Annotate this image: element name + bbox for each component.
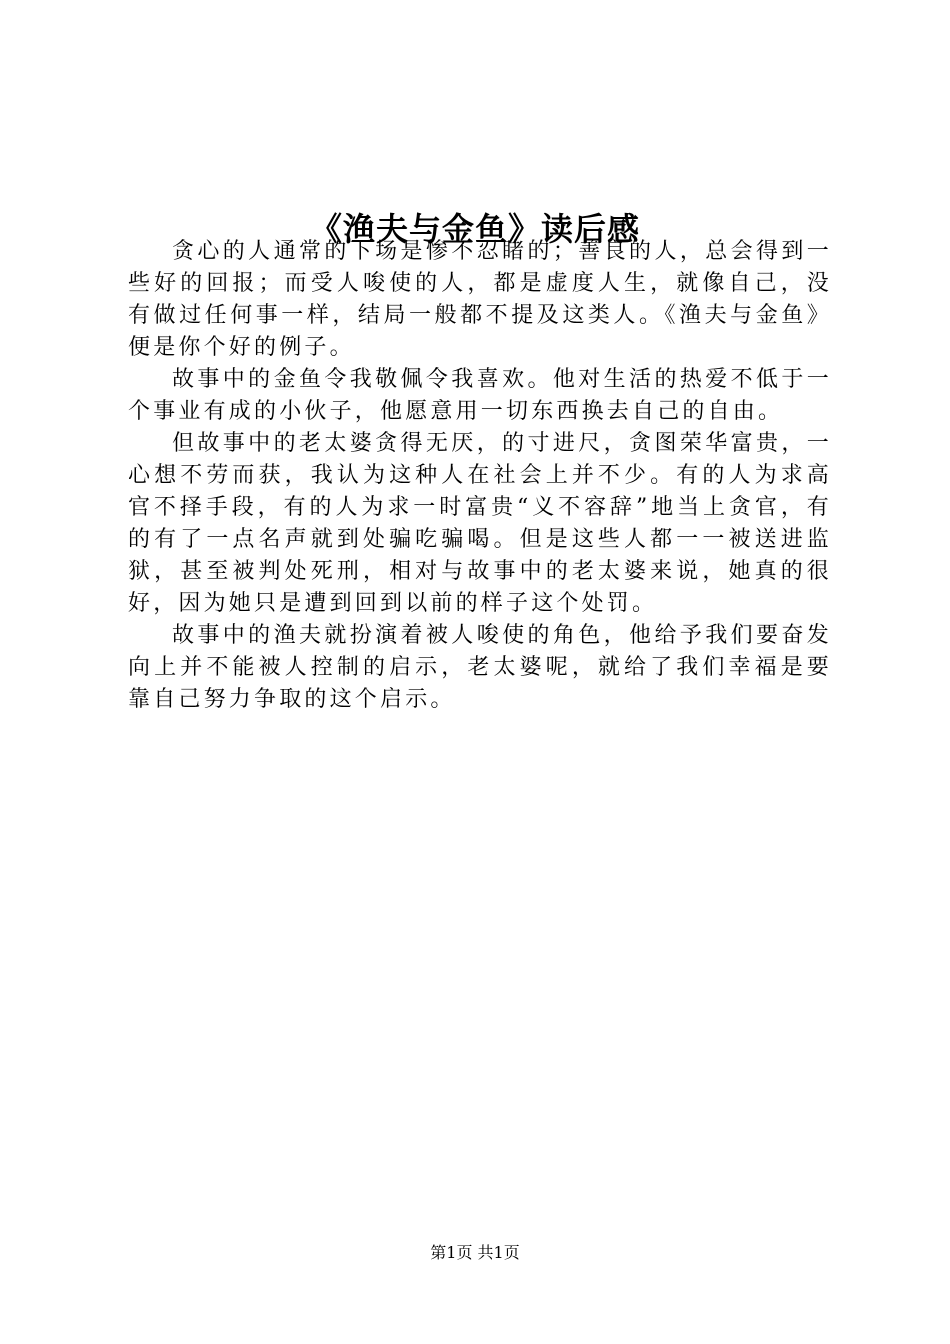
document-body	[128, 236, 832, 716]
page-number-footer: 第1页 共1页	[430, 1243, 520, 1262]
paragraph-3: 但故事中的老太婆贪得无厌，的寸进尺，贪图荣华富贵，一心想不劳而获，我认为这种人在社会上并不少。有的人为求高官不择手段，有的人为求一时富贵“义不容辞”地当上贪官，有的有了一点名声就到处骗吃骗喝。但是这些人都一一被送进监狱，甚至被判处死刑，相对与故事中的老太婆来说，她真的很好，因为她只是遭到回到以前的样子这个处罚。	[128, 431, 832, 616]
paragraph-4: 故事中的渔夫就扮演着被人唆使的角色，他给予我们要奋发向上并不能被人控制的启示，老太婆呢，就给了我们幸福是要靠自己努力争取的这个启示。	[128, 623, 832, 712]
paragraph-1: 贪心的人通常的下场是惨不忍睹的；善良的人，总会得到一些好的回报；而受人唆使的人，都是虚度人生，就像自己，没有做过任何事一样，结局一般都不提及这类人。《渔夫与金鱼》便是你个好的例子。	[128, 239, 832, 360]
paragraph-2: 故事中的金鱼令我敬佩令我喜欢。他对生活的热爱不低于一个事业有成的小伙子，他愿意用一切东西换去自己的自由。	[128, 367, 832, 424]
document-title: 《渔夫与金鱼》读后感	[309, 210, 640, 249]
